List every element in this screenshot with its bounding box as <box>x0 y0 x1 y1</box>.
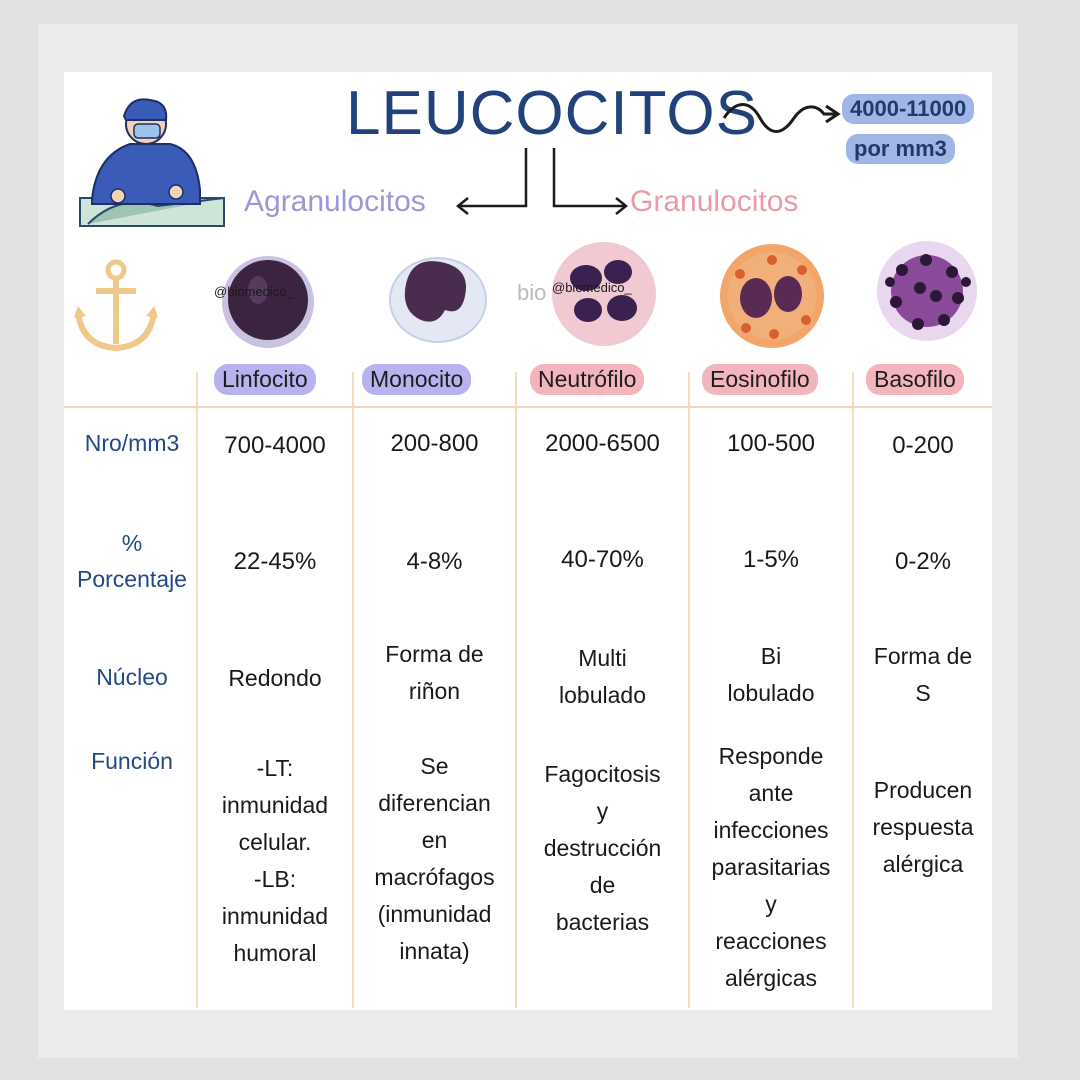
function-value <box>517 756 688 941</box>
function-line: macrófagos <box>374 864 495 890</box>
percent-value: 22-45% <box>233 548 317 575</box>
function-line: Fagocitosis <box>544 761 661 787</box>
function-value <box>198 750 352 972</box>
function-line: inmunidad <box>221 792 329 818</box>
percent-value: 0-2% <box>894 548 952 575</box>
function-line: en <box>421 827 448 853</box>
range-unit-badge: por mm3 <box>846 134 955 164</box>
function-line: (inmunidad <box>377 901 492 927</box>
watermark-text: @biomedico_ <box>552 280 632 295</box>
function-line: Se <box>420 753 449 779</box>
function-line: infecciones <box>713 817 829 843</box>
percent-value: 1-5% <box>742 546 800 573</box>
monocyte-image-icon <box>385 246 491 346</box>
anchor-icon <box>72 258 160 354</box>
basophil-image-icon <box>872 238 982 344</box>
nucleus-value <box>354 636 515 710</box>
function-line: ante <box>748 780 794 806</box>
function-line: Producen <box>873 777 973 803</box>
function-line: parasitarias <box>711 854 831 880</box>
function-line: Responde <box>718 743 824 769</box>
function-line: innata) <box>399 938 470 964</box>
nucleus-line: Multi <box>578 645 627 671</box>
nucleus-line: riñon <box>408 678 461 704</box>
percent-value: 40-70% <box>561 546 644 573</box>
nucleus-line: Bi <box>760 643 782 669</box>
count-value: 2000-6500 <box>545 430 660 457</box>
nucleus-line: S <box>915 680 931 706</box>
function-line: y <box>596 798 609 824</box>
squiggle-arrow-icon <box>720 96 842 140</box>
agranulocytes-label: Agranulocitos <box>244 185 426 218</box>
nucleus-value: Redondo <box>228 665 322 691</box>
page-title: LEUCOCITOS <box>346 79 758 148</box>
cell-name-linfocito: Linfocito <box>214 364 316 395</box>
doctor-illustration-icon <box>78 94 226 230</box>
range-value-badge: 4000-11000 <box>842 94 974 124</box>
nucleus-value <box>517 640 688 714</box>
count-value: 200-800 <box>390 430 479 457</box>
count-value: 700-4000 <box>224 432 326 459</box>
watermark-partial-text: bio <box>517 280 547 305</box>
nucleus-line: lobulado <box>559 682 646 708</box>
count-value: 100-500 <box>726 430 816 457</box>
function-value <box>690 738 852 997</box>
lymphocyte-image-icon <box>218 250 318 350</box>
row-label-count: Nro/mm3 <box>84 430 180 456</box>
branch-arrows-icon <box>450 146 640 216</box>
function-line: de <box>589 872 616 898</box>
function-line: diferencian <box>378 790 491 816</box>
cell-name-basofilo: Basofilo <box>866 364 964 395</box>
function-line: reacciones <box>715 928 827 954</box>
row-label-function: Función <box>91 748 173 774</box>
function-line: destrucción <box>543 835 662 861</box>
eosinophil-image-icon <box>716 240 828 350</box>
cell-name-eosinofilo: Eosinofilo <box>702 364 818 395</box>
nucleus-line: lobulado <box>727 680 815 706</box>
function-line: celular. <box>238 829 312 855</box>
cell-name-neutrofilo: Neutrófilo <box>530 364 644 395</box>
row-label-percent: Porcentaje <box>77 566 187 592</box>
count-value: 0-200 <box>892 432 954 459</box>
function-value <box>854 772 992 883</box>
nucleus-line: Forma de <box>873 643 973 669</box>
row-label-nucleus: Núcleo <box>96 664 168 690</box>
function-line: humoral <box>233 940 317 966</box>
percent-value: 4-8% <box>406 548 463 575</box>
function-line: y <box>765 891 777 917</box>
nucleus-value <box>690 638 852 712</box>
function-line: alérgicas <box>724 965 818 991</box>
function-line: inmunidad <box>221 903 329 929</box>
function-line: -LB: <box>253 866 297 892</box>
nucleus-value <box>854 638 992 712</box>
cell-name-monocito: Monocito <box>362 364 471 395</box>
function-line: respuesta <box>872 814 974 840</box>
granulocytes-label: Granulocitos <box>630 185 799 218</box>
function-line: -LT: <box>256 755 294 781</box>
watermark-text: @biomedico_ <box>214 284 294 299</box>
function-value <box>354 748 515 970</box>
nucleus-line: Forma de <box>385 641 484 667</box>
function-line: bacterias <box>555 909 650 935</box>
function-line: alérgica <box>882 851 964 877</box>
row-label-percent-symbol: % <box>121 530 143 556</box>
